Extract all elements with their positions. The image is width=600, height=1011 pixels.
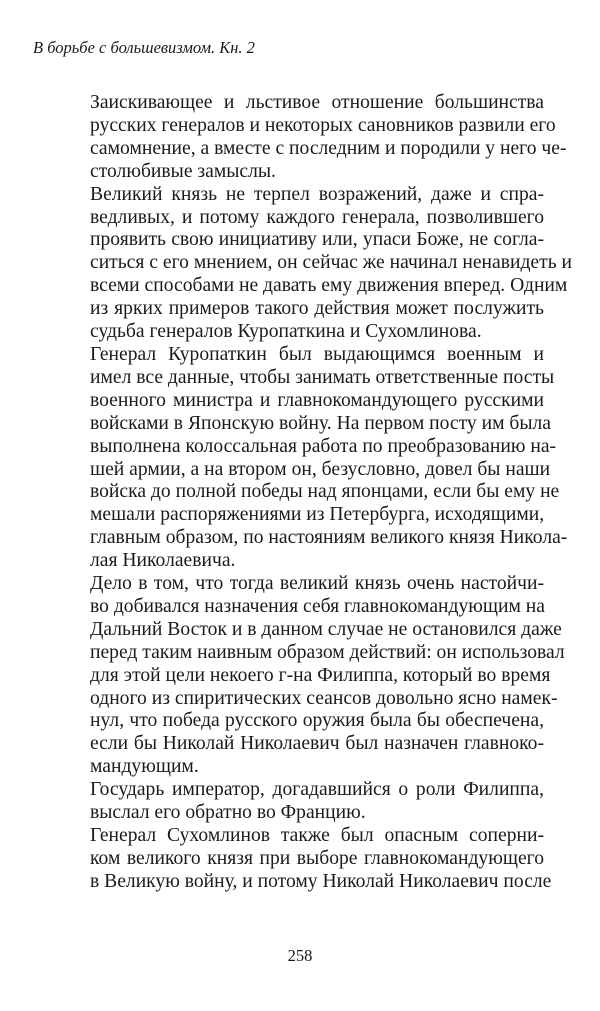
text-line: лая Николаевича. bbox=[90, 550, 236, 572]
paragraph-2 bbox=[58, 183, 573, 344]
text-line: Великий князь не терпел возражений, даже и спра- bbox=[90, 183, 544, 205]
body-text bbox=[58, 92, 573, 894]
text-line: войсками в Японскую войну. На первом посту им была bbox=[90, 412, 551, 434]
text-line: если бы Николай Николаевич был назначен главноко- bbox=[90, 733, 544, 755]
paragraph-1 bbox=[58, 92, 567, 184]
text-line: судьба генералов Куропаткина и Сухомлинова. bbox=[90, 321, 482, 343]
text-line: столюбивые замыслы. bbox=[90, 160, 276, 182]
text-line: в Великую войну, и потому Николай Николаевич после bbox=[90, 870, 552, 892]
paragraph-4 bbox=[58, 573, 565, 779]
text-line: всеми способами не давать ему движения вперед. Одним bbox=[90, 275, 568, 297]
text-line: ведливых, и потому каждого генерала, позволившего bbox=[90, 206, 544, 228]
paragraph-5 bbox=[58, 779, 544, 825]
text-line: одного из спиритических сеансов довольно ясно намек- bbox=[90, 687, 558, 709]
text-line: выслал его обратно во Францию. bbox=[90, 802, 366, 824]
text-line: ком великого князя при выборе главнокомандующего bbox=[90, 847, 544, 869]
text-line: проявить свою инициативу или, упаси Боже, не согла- bbox=[90, 229, 544, 251]
text-line: самомнение, а вместе с последним и породили у него че- bbox=[90, 137, 567, 159]
text-line: Генерал Куропаткин был выдающимся военным и bbox=[90, 343, 544, 365]
text-line: Дело в том, что тогда великий князь очень настойчи- bbox=[90, 573, 544, 595]
text-line: во добивался назначения себя главнокомандующим на bbox=[90, 595, 545, 617]
text-line: главным образом, по настояниям великого князя Никола- bbox=[90, 527, 568, 549]
text-line: шей армии, а на втором он, безусловно, довел бы наши bbox=[90, 458, 551, 480]
text-line: выполнена колоссальная работа по преобразованию на- bbox=[90, 435, 557, 457]
paragraph-3 bbox=[58, 343, 568, 573]
text-line: Заискивающее и льстивое отношение большинства bbox=[90, 92, 544, 113]
paragraph-6 bbox=[58, 825, 552, 894]
text-line: перед таким наивным образом действий: он использовал bbox=[90, 641, 565, 663]
text-line: Дальний Восток и в данном случае не остановился даже bbox=[90, 618, 562, 640]
text-line: мандующим. bbox=[90, 756, 199, 778]
text-line: русских генералов и некоторых сановников развили его bbox=[90, 114, 556, 136]
text-line: Государь император, догадавшийся о роли Филиппа, bbox=[90, 779, 544, 801]
text-line: военного министра и главнокомандующего русскими bbox=[90, 389, 544, 411]
text-line: Генерал Сухомлинов также был опасным соперни- bbox=[90, 825, 544, 846]
text-line: нул, что победа русского оружия была бы обеспечена, bbox=[90, 710, 544, 732]
text-line: ситься с его мнением, он сейчас же начинал ненавидеть и bbox=[90, 252, 573, 274]
text-line: мешали распоряжениями из Петербурга, исходящими, bbox=[90, 504, 545, 526]
text-line: войска до полной победы над японцами, если бы ему не bbox=[90, 481, 560, 503]
text-line: имел все данные, чтобы занимать ответственные посты bbox=[90, 366, 555, 388]
text-line: для этой цели некоего г-на Филиппа, который во время bbox=[90, 664, 551, 686]
page-number: 258 bbox=[287, 946, 313, 965]
running-header: В борьбе с большевизмом. Кн. 2 bbox=[33, 38, 255, 57]
text-line: из ярких примеров такого действия может послужить bbox=[90, 298, 544, 320]
